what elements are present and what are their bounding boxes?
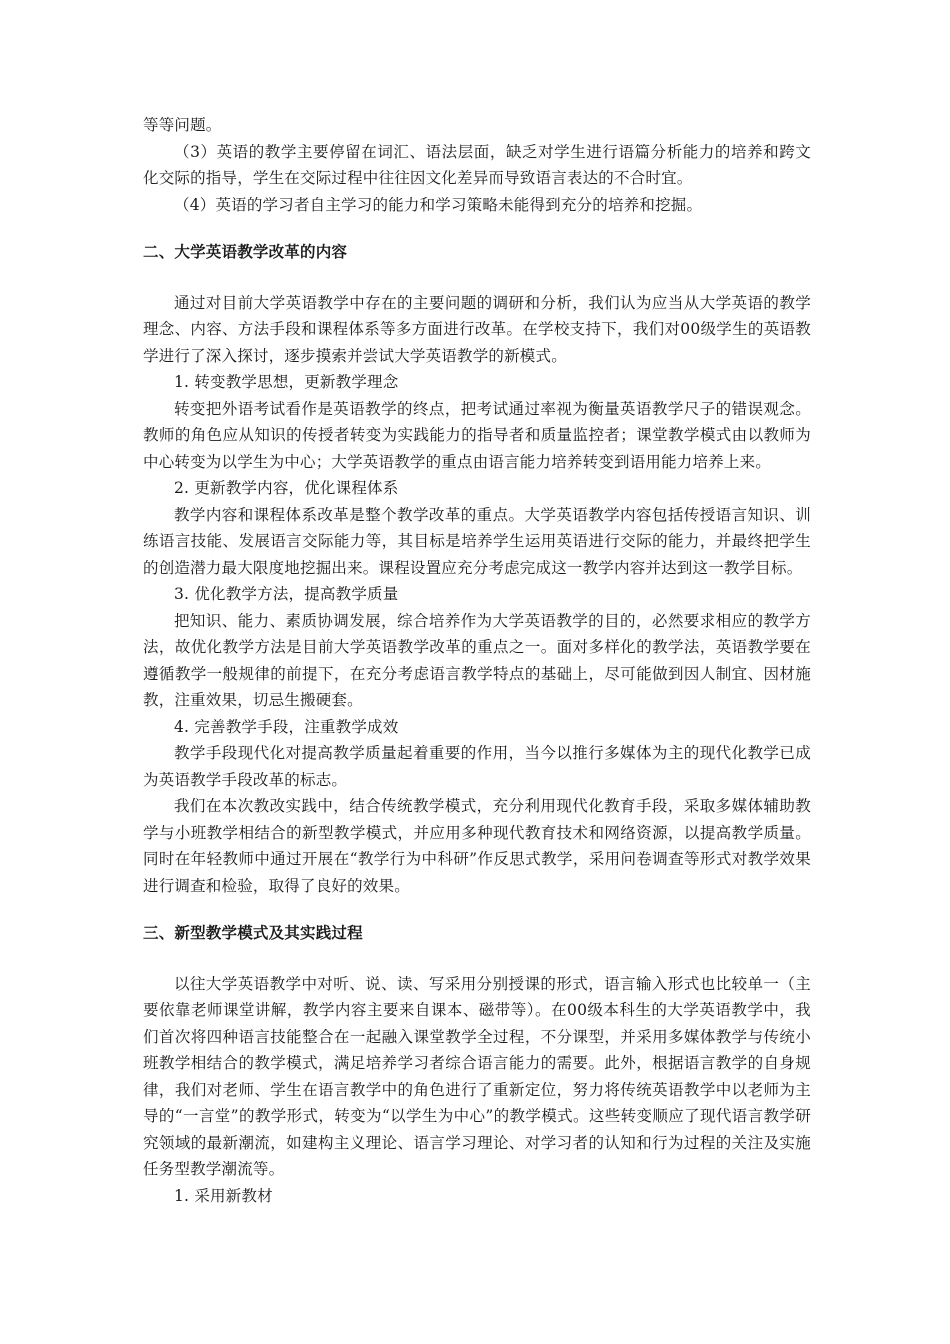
- section2-paragraph-last: 我们在本次教改实践中，结合传统教学模式，充分利用现代化教育手段，采取多媒体辅助教学与小班教学相结合的新型教学模式，并应用多种现代教育技术和网络资源，以提高教学质量。同时在年轻教师中通过开展在“教学行为中科研”作反思式教学，采用问卷调查等形式对教学效果进行调查和检验，取得了良好的效果。: [143, 797, 811, 895]
- section2-item2-title: 2. 更新教学内容，优化课程体系: [174, 479, 399, 497]
- section2-item2-text: 教学内容和课程体系改革是整个教学改革的重点。大学英语教学内容包括传授语言知识、训练语言技能、发展语言交际能力等，其目标是培养学生运用英语进行交际的能力，并最终把学生的创造潜力最大限度地挖掘出来。课程设置应充分考虑完成这一教学内容并达到这一教学目标。: [143, 505, 811, 577]
- section2-item4-text: 教学手段现代化对提高教学质量起着重要的作用，当今以推行多媒体为主的现代化教学已成为英语教学手段改革的标志。: [143, 744, 811, 789]
- section2-item3-title: 3. 优化教学方法，提高教学质量: [174, 585, 399, 603]
- section2-item4-title: 4. 完善教学手段，注重教学成效: [174, 717, 399, 736]
- section-heading-2: 二、大学英语教学改革的内容: [143, 243, 348, 261]
- section2-item1-text: 转变把外语考试看作是英语教学的终点，把考试通过率视为衡量英语教学尺子的错误观念。教师的角色应从知识的传授者转变为实践能力的指导者和质量监控者；课堂教学模式由以教师为中心转变为以学生为中心；大学英语教学的重点由语言能力培养转变到语用能力培养上来。: [143, 399, 811, 471]
- section2-item3-text: 把知识、能力、素质协调发展，综合培养作为大学英语教学的目的，必然要求相应的教学方法，故优化教学方法是目前大学英语教学改革的重点之一。面对多样化的教学法，英语教学要在遵循教学一般规律的前提下，在充分考虑语言教学特点的基础上，尽可能做到因人制宜、因材施教，注重效果，切忌生搬硬套。: [143, 611, 811, 709]
- section3-item1-title: 1. 采用新教材: [174, 1186, 273, 1205]
- section2-paragraph-1: 通过对目前大学英语教学中存在的主要问题的调研和分析，我们认为应当从大学英语的教学理念、内容、方法手段和课程体系等多方面进行改革。在学校支持下，我们对00级学生的英语教学进行了深入探讨，逐步摸索并尝试大学英语教学的新模式。: [143, 293, 811, 365]
- document-page: [143, 112, 811, 1209]
- paragraph-intro-tail: 等等问题。: [143, 116, 222, 134]
- paragraph-point-3: （3）英语的教学主要停留在词汇、语法层面，缺乏对学生进行语篇分析能力的培养和跨文化交际的指导，学生在交际过程中往往因文化差异而导致语言表达的不合时宜。: [143, 142, 811, 187]
- section2-item1-title: 1. 转变教学思想，更新教学理念: [174, 373, 399, 391]
- section3-paragraph-1: 以往大学英语教学中对听、说、读、写采用分别授课的形式，语言输入形式也比较单一（主要依靠老师课堂讲解，教学内容主要来自课本、磁带等）。在00级本科生的大学英语教学中，我们首次将四种语言技能整合在一起融入课堂教学全过程，不分课型，并采用多媒体教学与传统小班教学相结合的教学模式，满足培养学习者综合语言能力的需要。此外，根据语言教学的自身规律，我们对老师、学生在语言教学中的角色进行了重新定位，努力将传统英语教学中以老师为主导的“一言堂”的教学形式，转变为“以学生为中心”的教学模式。这些转变顺应了现代语言教学研究领域的最新潮流，如建构主义理论、语言学习理论、对学习者的认知和行为过程的关注及实施任务型教学潮流等。: [143, 974, 811, 1178]
- section-heading-3: 三、新型教学模式及其实践过程: [143, 924, 363, 942]
- paragraph-point-4: （4）英语的学习者自主学习的能力和学习策略未能得到充分的培养和挖掘。: [174, 195, 703, 214]
